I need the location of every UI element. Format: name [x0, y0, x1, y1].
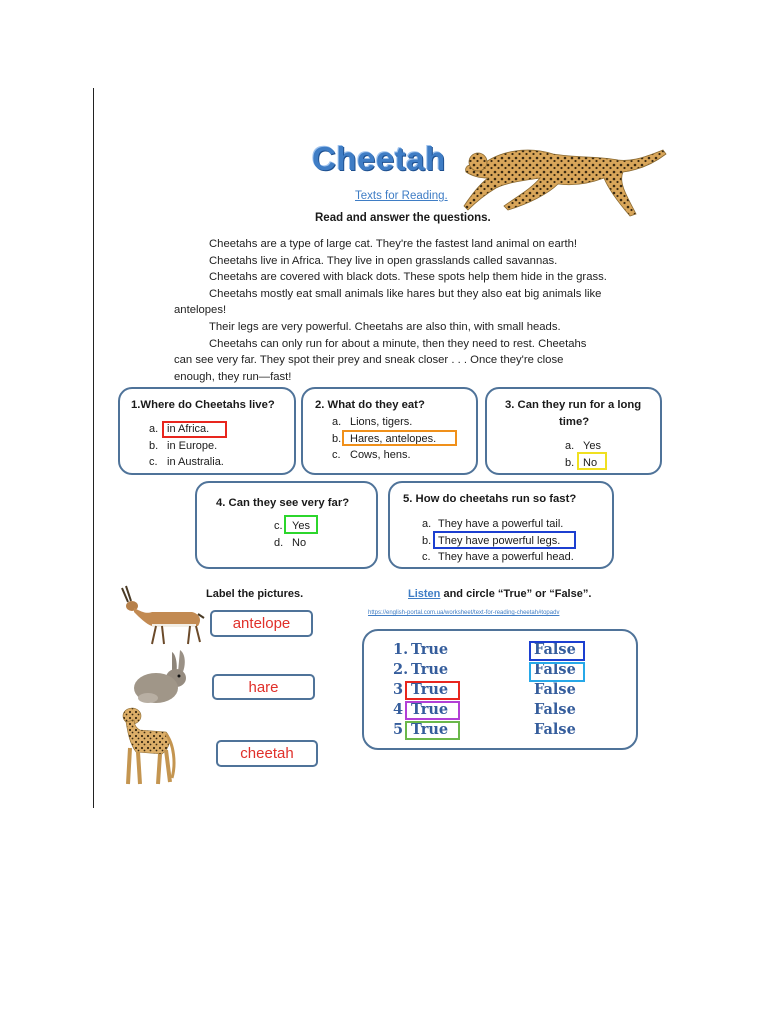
option-letter: d. [274, 537, 284, 549]
page-title: Cheetah [312, 140, 446, 177]
question-4-text: 4. Can they see very far? [216, 497, 350, 509]
answer-highlight-yellow [577, 452, 607, 470]
answer-highlight-red [162, 421, 227, 438]
tf-row-number: 4 [393, 701, 404, 718]
antelope-label-box[interactable] [210, 610, 313, 637]
tf-false-option[interactable]: False [534, 681, 576, 698]
passage-line: can see very far. They spot their prey and sneak closer . . . Once they're close [174, 354, 564, 367]
passage-line: Cheetahs can only run for about a minute, then they need to rest. Cheetahs [209, 337, 587, 350]
option-letter: a. [565, 440, 575, 452]
option-text[interactable]: They have a powerful head. [438, 551, 574, 563]
option-text[interactable]: Hares, antelopes. [350, 433, 437, 445]
option-text[interactable]: Cows, hens. [350, 449, 411, 461]
cheetah-label: cheetah [240, 745, 294, 762]
tf-true-option[interactable]: True [411, 721, 449, 738]
answer-highlight-blue [433, 531, 576, 549]
passage-line: enough, they run—fast! [174, 370, 292, 383]
running-cheetah-image [458, 128, 670, 220]
listen-link[interactable]: Listen [408, 588, 441, 600]
reading-instruction: Read and answer the questions. [315, 212, 491, 224]
tf-false-option[interactable]: False [534, 641, 576, 658]
tf-highlight-purple [405, 701, 460, 720]
tf-highlight-lightgreen [405, 721, 460, 740]
answer-highlight-green [284, 515, 318, 534]
question-1-text: 1.Where do Cheetahs live? [131, 399, 275, 411]
option-text[interactable]: in Europe. [167, 440, 218, 452]
question-3-text: 3. Can they run for a long [505, 399, 642, 411]
hare-label-box[interactable] [212, 674, 315, 700]
tf-row-number: 1. [393, 641, 409, 658]
question-5-box [388, 481, 614, 569]
tf-highlight-cyan [529, 662, 585, 682]
tf-highlight-red [405, 681, 460, 700]
tf-false-option[interactable]: False [534, 661, 576, 678]
option-letter: b. [149, 440, 159, 452]
option-text[interactable]: in Australia. [167, 456, 224, 468]
option-letter: a. [332, 416, 342, 428]
tf-false-option[interactable]: False [534, 721, 576, 738]
page-margin-line [93, 88, 94, 808]
option-letter: c. [422, 551, 431, 563]
option-letter: c. [274, 520, 283, 532]
antelope-label: antelope [232, 615, 291, 632]
option-letter: b. [332, 433, 342, 445]
option-text[interactable]: Yes [583, 440, 601, 452]
passage-line: Cheetahs mostly eat small animals like hares but they also eat big animals like [209, 287, 602, 300]
tf-true-option[interactable]: True [411, 701, 449, 718]
question-3-text-cont: time? [559, 416, 590, 428]
tf-false-option[interactable]: False [534, 701, 576, 718]
answer-highlight-orange [342, 430, 457, 446]
passage-line: Cheetahs live in Africa. They live in open grasslands called savannas. [209, 254, 558, 267]
option-text[interactable]: No [583, 457, 598, 469]
tf-true-option[interactable]: True [411, 681, 449, 698]
option-letter: a. [422, 518, 432, 530]
option-text[interactable]: They have powerful legs. [438, 535, 561, 547]
option-text[interactable]: Yes [292, 520, 310, 532]
true-false-heading [408, 588, 591, 600]
passage-line: Cheetahs are covered with black dots. These spots help them hide in the grass. [209, 271, 607, 284]
source-url-link[interactable]: https://english-portal.com.ua/worksheet/text-for-reading-cheetah#topadv [368, 610, 560, 616]
tf-row-number: 5 [393, 721, 404, 738]
question-5-text: 5. How do cheetahs run so fast? [403, 493, 577, 505]
option-letter: c. [332, 449, 341, 461]
cheetah-label-box[interactable] [216, 740, 318, 767]
antelope-image [112, 582, 210, 646]
cheetah-standing-image [116, 704, 178, 786]
tf-row-number: 3 [393, 681, 404, 698]
passage-line: Cheetahs are a type of large cat. They're the fastest land animal on earth! [209, 238, 578, 250]
option-text[interactable]: No [292, 537, 307, 549]
question-3-box [485, 387, 662, 475]
option-letter: b. [565, 457, 575, 469]
option-letter: a. [149, 423, 159, 435]
option-letter: b. [422, 535, 432, 547]
texts-for-reading-link[interactable]: Texts for Reading. [355, 190, 448, 202]
reading-passage [174, 236, 634, 385]
hare-image [128, 648, 196, 706]
question-2-text: 2. What do they eat? [315, 399, 425, 411]
tf-true-option[interactable]: True [411, 641, 449, 658]
label-pictures-heading: Label the pictures. [206, 588, 304, 600]
true-false-instruction: and circle “True” or “False”. [440, 588, 592, 600]
option-text[interactable]: Lions, tigers. [350, 416, 413, 428]
hare-label: hare [248, 679, 279, 696]
passage-line: antelopes! [174, 304, 227, 317]
passage-line: Their legs are very powerful. Cheetahs are also thin, with small heads. [209, 320, 561, 333]
option-letter: c. [149, 456, 158, 468]
tf-row-number: 2. [393, 661, 409, 678]
option-text[interactable]: in Africa. [167, 423, 210, 435]
tf-highlight-blue [529, 641, 585, 661]
tf-true-option[interactable]: True [411, 661, 449, 678]
option-text[interactable]: They have a powerful tail. [438, 518, 564, 530]
